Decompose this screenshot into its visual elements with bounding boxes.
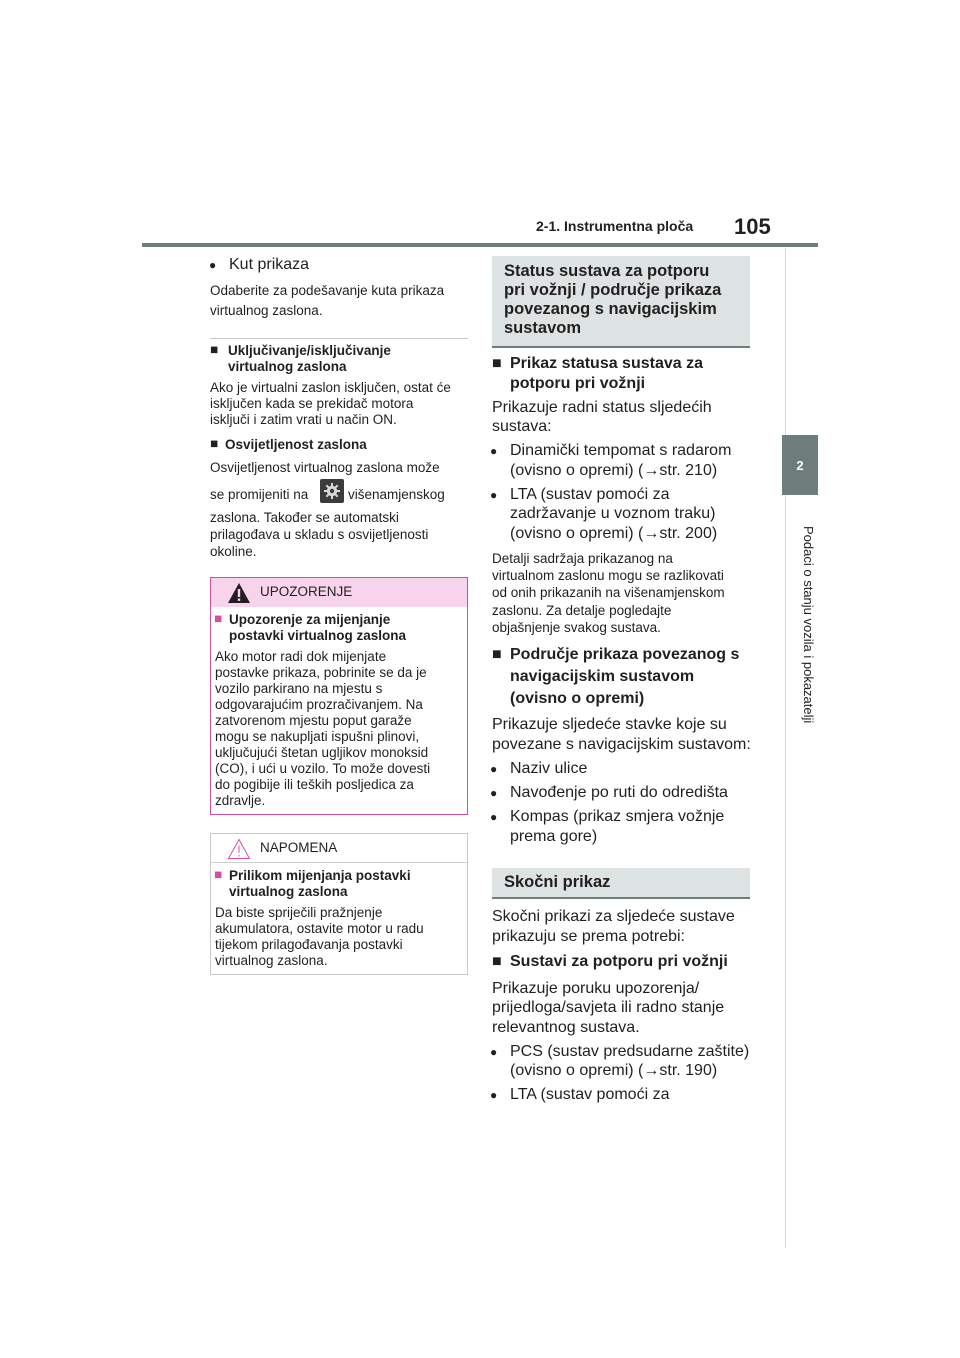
bullet-continuation: prema gore)	[510, 828, 598, 845]
section-heading-box	[492, 256, 750, 348]
square-bullet-icon: ■	[214, 867, 223, 882]
detail-line: od onih prikazanih na višenamjenskom	[492, 585, 725, 600]
square-bullet-icon: ■	[210, 342, 219, 357]
square-bullet-icon: ■	[214, 611, 223, 626]
warning-box	[210, 577, 468, 815]
subheading: Osvijetljenost zaslona	[225, 437, 367, 452]
chapter-label: Podaci o stanju vozila i pokazatelji	[801, 526, 816, 724]
section-title-line: povezanog s navigacijskim	[504, 300, 717, 318]
subheading: navigacijskim sustavom	[510, 668, 695, 685]
subheading: Prikaz statusa sustava za	[510, 355, 703, 372]
warning-line: uključujući štetan ugljikov monoksid	[215, 745, 429, 760]
paragraph-line: povezane s navigacijskim sustavom:	[492, 736, 751, 753]
paragraph-line: Osvijetljenost virtualnog zaslona može	[210, 460, 440, 475]
section-divider	[210, 338, 468, 339]
warning-subheading: Upozorenje za mijenjanje	[229, 612, 391, 627]
warning-line: Ako motor radi dok mijenjate	[215, 649, 387, 664]
note-title: NAPOMENA	[260, 840, 338, 855]
paragraph-line: prikazuju se prema potrebi:	[492, 928, 685, 945]
bullet-continuation[interactable]: (ovisno o opremi) (→str. 210)	[510, 462, 718, 479]
warning-triangle-icon	[227, 582, 251, 604]
paragraph-line: zaslona. Također se automatski	[210, 510, 399, 525]
kut-desc-line: Odaberite za podešavanje kuta prikaza	[210, 283, 445, 298]
bullet-continuation: zadržavanje u voznom traku)	[510, 505, 716, 522]
warning-line: zatvorenom mjestu poput garaže	[215, 713, 412, 728]
bullet-item: ● LTA (sustav pomoći za	[510, 485, 669, 505]
caution-triangle-icon	[227, 838, 251, 860]
subheading: Sustavi za potporu pri vožnji	[510, 953, 728, 970]
paragraph-line: relevantnog sustava.	[492, 1019, 640, 1036]
note-subheading: Prilikom mijenjanja postavki	[229, 868, 411, 883]
paragraph-line: okoline.	[210, 544, 257, 559]
subheading: potporu pri vožnji	[510, 375, 646, 392]
warning-line: vozilo parkirano na mjestu s	[215, 681, 383, 696]
section-title: Skočni prikaz	[504, 873, 611, 891]
note-line: Da biste spriječili pražnjenje	[215, 905, 383, 920]
detail-line: virtualnom zaslonu mogu se razlikovati	[492, 568, 724, 583]
paragraph-line: Prikazuje sljedeće stavke koje su	[492, 716, 727, 733]
paragraph-line: isključen kada se prekidač motora	[210, 396, 414, 411]
paragraph-line: Skočni prikazi za sljedeće sustave	[492, 908, 735, 925]
paragraph-line: Prikazuje poruku upozorenja/	[492, 980, 700, 997]
note-subheading: virtualnog zaslona	[229, 884, 348, 899]
paragraph-line: Prikazuje radni status sljedećih	[492, 399, 712, 416]
detail-line: zaslonu. Za detalje pogledajte	[492, 603, 672, 618]
note-line: virtualnog zaslona.	[215, 953, 328, 968]
detail-line: objašnjenje svakog sustava.	[492, 620, 661, 635]
bullet-continuation[interactable]: (ovisno o opremi) (→str. 190)	[510, 1062, 718, 1079]
chapter-tab[interactable]: 2	[782, 435, 818, 495]
section-title-line: sustavom	[504, 319, 582, 337]
bullet-item: ● PCS (sustav predsudarne zaštite)	[510, 1042, 749, 1062]
paragraph-line: prilagođava u skladu s osvijetljenosti	[210, 527, 429, 542]
kut-desc-line: virtualnog zaslona.	[210, 303, 323, 318]
subheading: Uključivanje/isključivanje	[228, 343, 391, 358]
note-box	[210, 833, 468, 975]
paragraph-line: se promijeniti na	[210, 487, 309, 502]
paragraph-line: višenamjenskog	[348, 487, 445, 502]
bullet-continuation[interactable]: (ovisno o opremi) (→str. 200)	[510, 525, 718, 542]
note-header	[211, 834, 467, 863]
bullet-item: ● Kompas (prikaz smjera vožnje	[510, 807, 724, 827]
page-number: 105	[734, 214, 771, 239]
bullet-item: ● Navođenje po ruti do odredišta	[510, 783, 728, 803]
square-bullet-icon: ■	[492, 646, 502, 663]
section-header: 2-1. Instrumentna ploča	[536, 218, 694, 234]
paragraph-line: prijedloga/savjeta ili radno stanje	[492, 999, 725, 1016]
warning-line: odgovarajućim prozračivanjem. Na	[215, 697, 423, 712]
warning-title: UPOZORENJE	[260, 584, 353, 599]
settings-gear-icon	[320, 479, 344, 503]
note-line: tijekom prilagođavanja postavki	[215, 937, 403, 952]
warning-line: zdravlje.	[215, 793, 266, 808]
subheading: (ovisno o opremi)	[510, 690, 645, 707]
warning-line: mogu se nakupljati ispušni plinovi,	[215, 729, 420, 744]
square-bullet-icon: ■	[210, 436, 219, 451]
section-heading-box	[492, 868, 750, 899]
square-bullet-icon: ■	[492, 355, 502, 372]
bullet-item: ● LTA (sustav pomoći za	[510, 1085, 669, 1105]
bullet-item: ● Naziv ulice	[510, 759, 587, 779]
warning-line: postavke prikaza, pobrinite se da je	[215, 665, 427, 680]
note-line: akumulatora, ostavite motor u radu	[215, 921, 424, 936]
section-title-line: pri vožnji / područje prikaza	[504, 281, 722, 299]
paragraph-line: isključi i zatim vrati u način ON.	[210, 412, 397, 427]
subheading: Područje prikaza povezanog s	[510, 646, 740, 663]
detail-line: Detalji sadržaja prikazanog na	[492, 551, 673, 566]
warning-line: do pogibije ili teških posljedica za	[215, 777, 414, 792]
header-rule	[142, 243, 818, 247]
section-title-line: Status sustava za potporu	[504, 262, 710, 280]
warning-header	[211, 578, 467, 607]
side-divider	[785, 248, 786, 1248]
square-bullet-icon: ■	[492, 953, 502, 970]
bullet-kut-prikaza: ● Kut prikaza	[229, 255, 309, 275]
bullet-item: ● Dinamički tempomat s radarom	[510, 441, 731, 461]
gear-icon	[323, 482, 341, 500]
paragraph-line: Ako je virtualni zaslon isključen, ostat će	[210, 380, 451, 395]
warning-line: (CO), i ući u vozilo. To može dovesti	[215, 761, 431, 776]
paragraph-line: sustava:	[492, 418, 552, 435]
warning-subheading: postavki virtualnog zaslona	[229, 628, 407, 643]
subheading: virtualnog zaslona	[228, 359, 347, 374]
